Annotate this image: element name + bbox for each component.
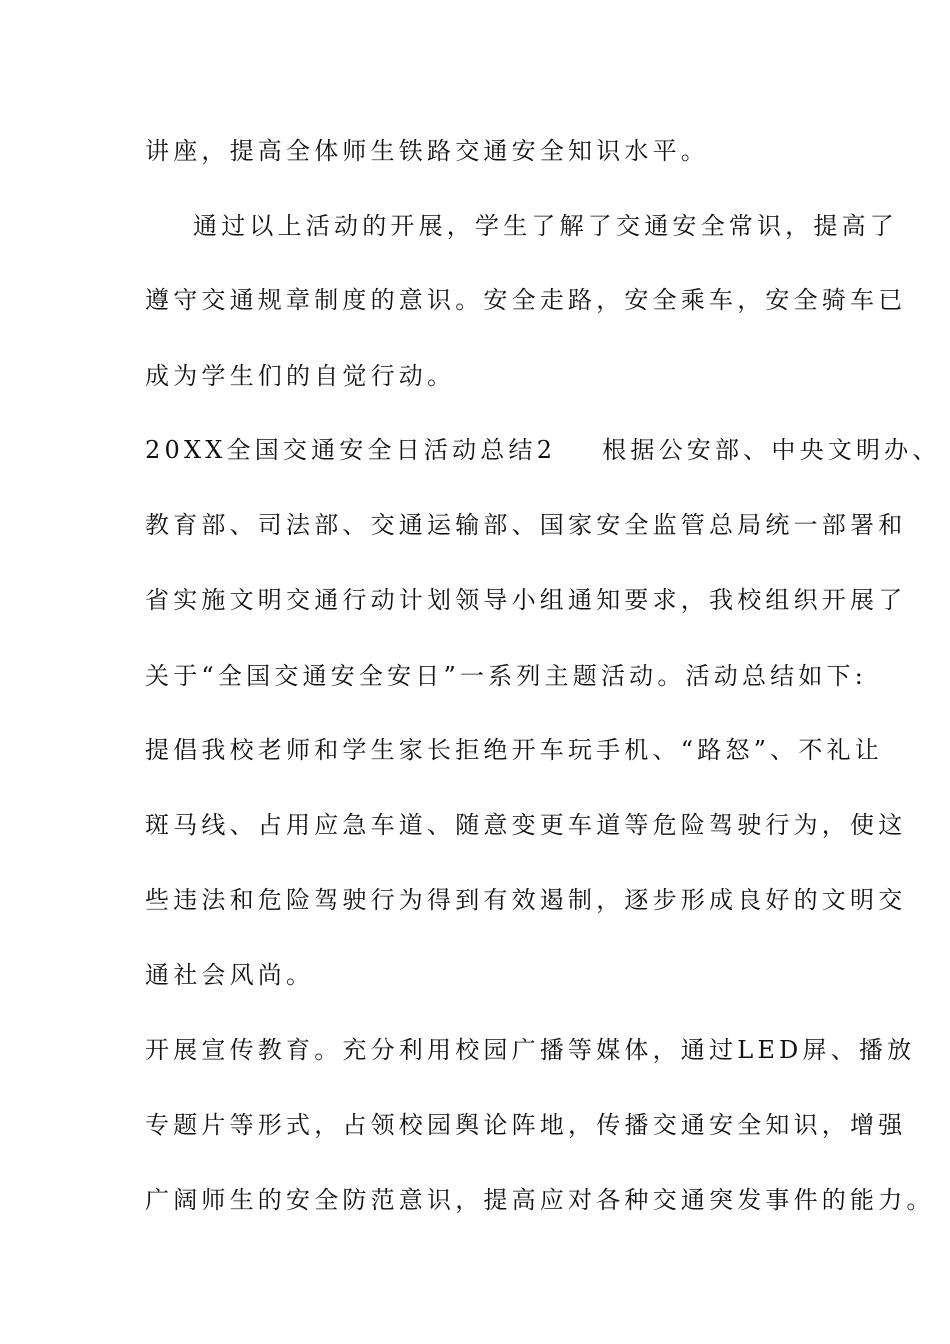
text-line-2: 通过以上活动的开展，学生了解了交通安全常识，提高了 [193,212,898,240]
text-line-14: 专题片等形式，占领校园舆论阵地，传播交通安全知识，增强 [145,1111,907,1139]
text-line-12: 通社会风尚。 [145,961,315,989]
text-line-15: 广阔师生的安全防范意识，提高应对各种交通突发事件的能力。 [145,1186,935,1214]
text-line-3: 遵守交通规章制度的意识。安全走路，安全乘车，安全骑车已 [145,286,907,314]
text-line-10: 斑马线、占用应急车道、随意变更车道等危险驾驶行为，使这 [145,811,907,839]
text-line-6: 教育部、司法部、交通运输部、国家安全监管总局统一部署和 [145,511,907,539]
text-line-8: 关于“全国交通安全安日”一系列主题活动。活动总结如下: [145,662,868,690]
text-line-4: 成为学生们的自觉行动。 [145,362,456,390]
section-intro: 根据公安部、中央文明办、 [602,436,941,464]
text-line-13: 开展宣传教育。充分利用校园广播等媒体，通过LED屏、播放 [145,1036,916,1064]
section-heading: 20XX全国交通安全日活动总结2 [145,436,557,464]
text-line-7: 省实施文明交通行动计划领导小组通知要求，我校组织开展了 [145,586,907,614]
text-line-9: 提倡我校老师和学生家长拒绝开车玩手机、“路怒”、不礼让 [145,736,883,764]
text-line-11: 些违法和危险驾驶行为得到有效遏制，逐步形成良好的文明交 [145,886,907,914]
text-line-1: 讲座，提高全体师生铁路交通安全知识水平。 [145,137,709,165]
text-line-5 [145,435,941,465]
